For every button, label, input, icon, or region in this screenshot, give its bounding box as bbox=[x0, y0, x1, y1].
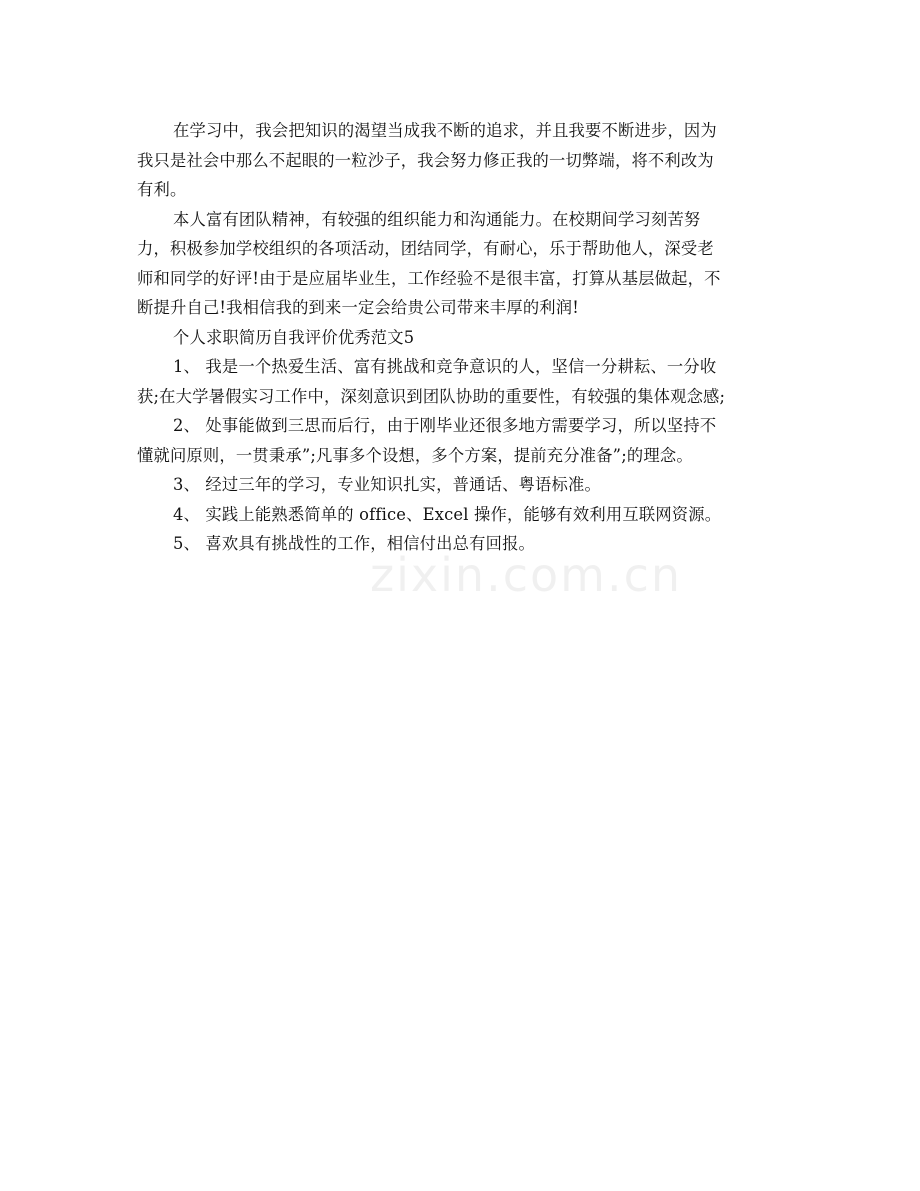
list-item-line: 懂就问原则，一贯秉承”;凡事多个设想，多个方案，提前充分准备”;的理念。 bbox=[137, 445, 693, 465]
paragraph-line: 本人富有团队精神，有较强的组织能力和沟通能力。在校期间学习刻苦努 bbox=[173, 209, 701, 229]
document-body bbox=[137, 116, 787, 559]
list-item-line: 5、 喜欢具有挑战性的工作，相信付出总有回报。 bbox=[173, 534, 536, 553]
paragraph-line: 力，积极参加学校组织的各项活动，团结同学，有耐心，乐于帮助他人，深受老 bbox=[137, 239, 714, 258]
paragraph-line: 我只是社会中那么不起眼的一粒沙子，我会努力修正我的一切弊端，将不利改为 bbox=[137, 150, 714, 170]
paragraph-line: 有利。 bbox=[137, 180, 187, 199]
list-item-line: 1、 我是一个热爱生活、富有挑战和竞争意识的人，坚信一分耕耘、一分收 bbox=[173, 357, 717, 376]
list-item-line: 获;在大学暑假实习工作中，深刻意识到团队协助的重要性，有较强的集体观念感; bbox=[137, 386, 726, 406]
paragraph-line: 在学习中，我会把知识的渴望当成我不断的追求，并且我要不断进步，因为 bbox=[173, 121, 717, 140]
list-item-line: 2、 处事能做到三思而后行，由于刚毕业还很多地方需要学习，所以坚持不 bbox=[173, 416, 717, 435]
watermark: zixin.com.cn bbox=[370, 548, 683, 602]
paragraph-line: 断提升自己!我相信我的到来一定会给贵公司带来丰厚的利润! bbox=[137, 298, 580, 317]
list-item-line: 4、 实践上能熟悉简单的 office、Excel 操作，能够有效利用互联网资源。 bbox=[173, 504, 722, 524]
list-item-line: 3、 经过三年的学习，专业知识扎实，普通话、粤语标准。 bbox=[173, 475, 601, 494]
section-heading: 个人求职简历自我评价优秀范文5 bbox=[173, 327, 415, 347]
paragraph-line: 师和同学的好评!由于是应届毕业生，工作经验不是很丰富，打算从基层做起，不 bbox=[137, 268, 721, 288]
